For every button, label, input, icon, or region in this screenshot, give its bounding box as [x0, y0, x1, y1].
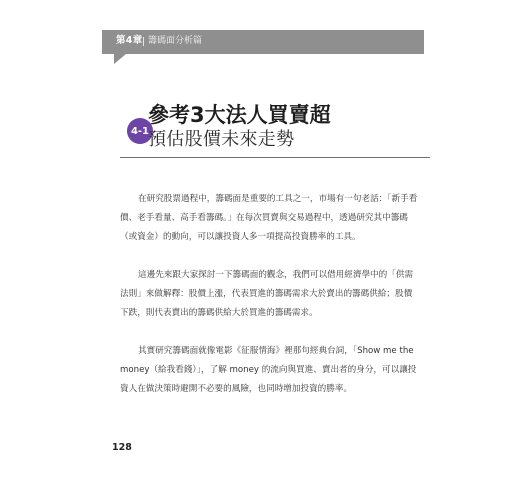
section-title-line1: 參考3大法人買賣超 [148, 103, 331, 127]
header-divider [143, 37, 144, 46]
section-title-line2: 預估股價未來走勢 [148, 129, 295, 150]
paragraph: 在研究股票過程中，籌碼面是重要的工具之一，市場有一句老話：「新手看價、老手看量、高手看籌碼。」在每次買賣與交易過程中，透過研究其中籌碼（或資金）的動向，可以讓投資人多一項提高投資勝率的工具。 [120, 194, 418, 242]
header-notch [114, 54, 126, 64]
paragraph: 這邊先來跟大家探討一下籌碼面的觀念，我們可以借用經濟學中的「供需法則」來做解釋：股價上漲，代表買進的籌碼需求大於賣出的籌碼供給；股價下跌，則代表賣出的籌碼供給大於買進的籌碼需求。 [120, 270, 414, 318]
page-number: 128 [112, 442, 132, 453]
title-underline [120, 157, 430, 158]
body-text [120, 190, 420, 418]
chapter-title: 籌碼面分析篇 [148, 36, 203, 46]
paragraph: 其實研究籌碼面就像電影《征服情海》裡那句經典台詞，「Show me the money（給我看錢）」，了解 money 的流向與買進、賣出者的身分，可以讓投資人在做決策時避開不必要的風險，也同時增加投資的勝率。 [120, 346, 417, 394]
section-number-badge: 4-1 [127, 118, 153, 144]
chapter-label: 第4章 [116, 35, 143, 46]
